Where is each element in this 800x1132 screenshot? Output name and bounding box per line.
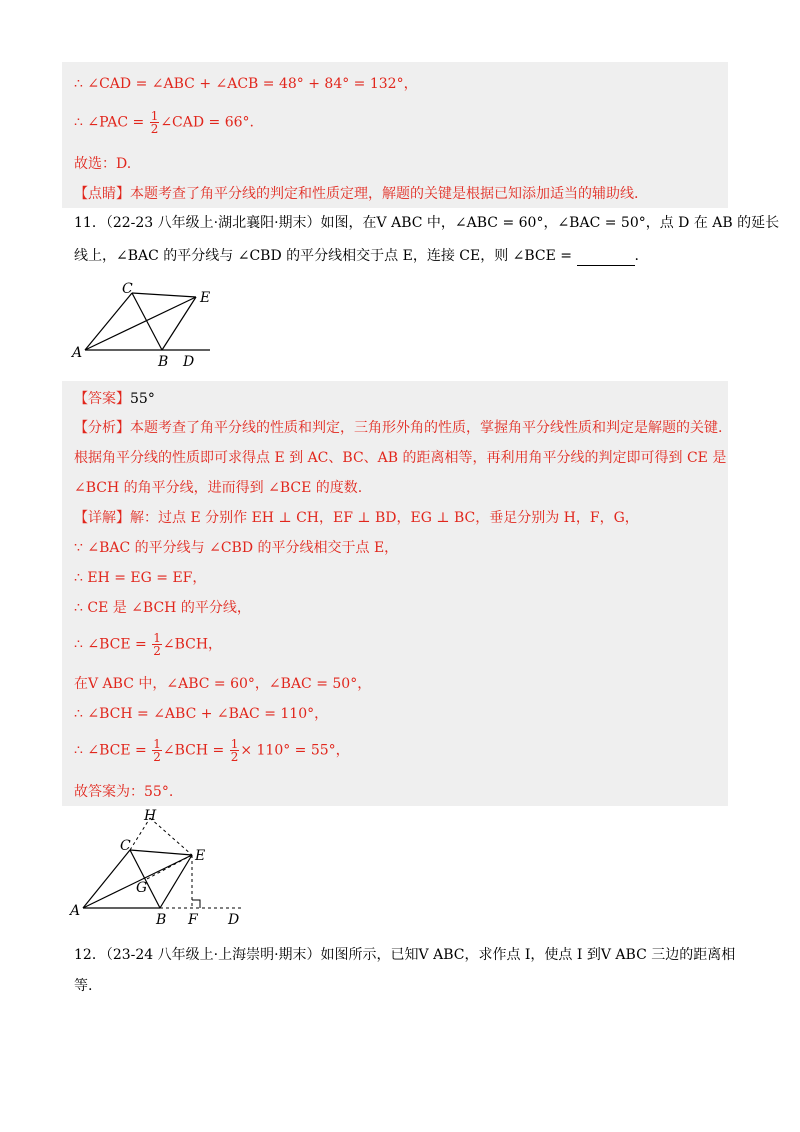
choice-line: 故选：D. bbox=[74, 156, 132, 172]
segment-ce bbox=[130, 850, 192, 855]
analysis-tag: 【分析】 bbox=[74, 420, 130, 436]
q11-line2-text: 线上，∠BAC 的平分线与 ∠CBD 的平分线相交于点 E，连接 CE，则 ∠BCE = bbox=[74, 248, 573, 264]
detail-line9: 故答案为：55°. bbox=[74, 784, 174, 800]
segment-cb bbox=[132, 293, 162, 350]
detail-line3: ∴ EH = EG = EF， bbox=[74, 570, 207, 586]
fraction-den: 2 bbox=[230, 750, 239, 764]
comment-text: 本题考查了角平分线的判定和性质定理，解题的关键是根据已知添加适当的辅助线. bbox=[130, 186, 639, 202]
answer-tag: 【答案】 bbox=[74, 391, 130, 407]
q12-line2: 等. bbox=[74, 978, 93, 994]
segment-ac bbox=[85, 293, 132, 350]
label-a: A bbox=[72, 345, 83, 361]
detail-line8 bbox=[74, 738, 350, 763]
fraction-num: 1 bbox=[230, 737, 239, 751]
fraction-num: 1 bbox=[153, 631, 161, 645]
detail-tag: 【详解】 bbox=[74, 510, 130, 526]
segment-eh-dashed bbox=[150, 818, 192, 855]
fraction-half bbox=[150, 110, 160, 135]
label-e: E bbox=[200, 290, 211, 306]
figure-triangle-1 bbox=[70, 280, 230, 370]
detail-line8-pre: ∴ ∠BCE = bbox=[74, 742, 152, 759]
q12-line1: 12．（23-24 八年级上·上海崇明·期末）如图所示，已知V ABC，求作点 I，使点 I 到V ABC 三边的距离相 bbox=[74, 947, 736, 963]
q11-line2 bbox=[74, 246, 639, 266]
detail-line7: ∴ ∠BCH = ∠ABC + ∠BAC = 110°， bbox=[74, 706, 329, 722]
comment-line bbox=[74, 184, 638, 204]
segment-ce bbox=[132, 293, 196, 297]
fraction-num: 1 bbox=[150, 109, 159, 123]
q11-line2-end: . bbox=[634, 248, 639, 264]
detail-line5-post: ∠BCH， bbox=[162, 636, 223, 653]
figure-triangle-2 bbox=[68, 808, 258, 928]
detail-line5 bbox=[74, 632, 222, 657]
solution-line-pac-post: ∠CAD = 66°. bbox=[160, 114, 255, 131]
fraction-num: 1 bbox=[153, 737, 161, 751]
label-b: B bbox=[156, 912, 167, 928]
label-c: C bbox=[120, 838, 131, 854]
solution-line-pac bbox=[74, 110, 254, 135]
solution-line-pac-pre: ∴ ∠PAC = bbox=[74, 114, 149, 131]
answer-line bbox=[74, 389, 155, 409]
fraction-half bbox=[152, 632, 162, 657]
label-d: D bbox=[183, 354, 195, 370]
analysis-line1 bbox=[74, 418, 722, 438]
detail-line6: 在V ABC 中，∠ABC = 60°，∠BAC = 50°， bbox=[74, 676, 372, 692]
fraction-den: 2 bbox=[153, 750, 161, 764]
segment-ac bbox=[83, 850, 130, 908]
detail-line1 bbox=[74, 508, 639, 528]
label-g: G bbox=[136, 880, 148, 896]
segment-cb bbox=[130, 850, 160, 908]
detail-line4: ∴ CE 是 ∠BCH 的平分线， bbox=[74, 600, 251, 616]
q11-line1: 11．（22-23 八年级上·湖北襄阳·期末）如图，在V ABC 中，∠ABC = 60°，∠BAC = 50°，点 D 在 AB 的延长 bbox=[74, 215, 780, 231]
detail-text1: 解：过点 E 分别作 EH ⊥ CH，EF ⊥ BD，EG ⊥ BC，垂足分别为 H，F，G， bbox=[130, 510, 639, 526]
label-h: H bbox=[144, 808, 157, 824]
answer-blank bbox=[577, 251, 635, 266]
right-angle-f bbox=[192, 900, 200, 908]
detail-line5-pre: ∴ ∠BCE = bbox=[74, 636, 152, 653]
detail-line8-mid: ∠BCH = bbox=[162, 742, 229, 759]
detail-line2: ∵ ∠BAC 的平分线与 ∠CBD 的平分线相交于点 E， bbox=[74, 540, 399, 556]
fraction-den: 2 bbox=[150, 122, 159, 136]
label-b: B bbox=[158, 354, 169, 370]
fraction-half bbox=[152, 738, 162, 763]
label-e: E bbox=[195, 848, 206, 864]
fraction-half bbox=[230, 738, 240, 763]
fraction-den: 2 bbox=[153, 644, 161, 658]
analysis-line2: 根据角平分线的性质即可求得点 E 到 AC、BC、AB 的距离相等，再利用角平分线的判定即可得到 CE 是 bbox=[74, 450, 727, 466]
analysis-text1: 本题考查了角平分线的性质和判定，三角形外角的性质，掌握角平分线性质和判定是解题的关键. bbox=[130, 420, 723, 436]
label-d: D bbox=[228, 912, 240, 928]
label-a: A bbox=[70, 903, 81, 919]
analysis-line3: ∠BCH 的角平分线，进而得到 ∠BCE 的度数. bbox=[74, 480, 363, 496]
label-f: F bbox=[188, 912, 198, 928]
solution-line-cad: ∴ ∠CAD = ∠ABC + ∠ACB = 48° + 84° = 132°， bbox=[74, 76, 418, 92]
answer-value: 55° bbox=[130, 391, 155, 407]
detail-line8-post: × 110° = 55°， bbox=[240, 742, 350, 759]
comment-tag: 【点睛】 bbox=[74, 186, 130, 202]
label-c: C bbox=[122, 281, 133, 297]
